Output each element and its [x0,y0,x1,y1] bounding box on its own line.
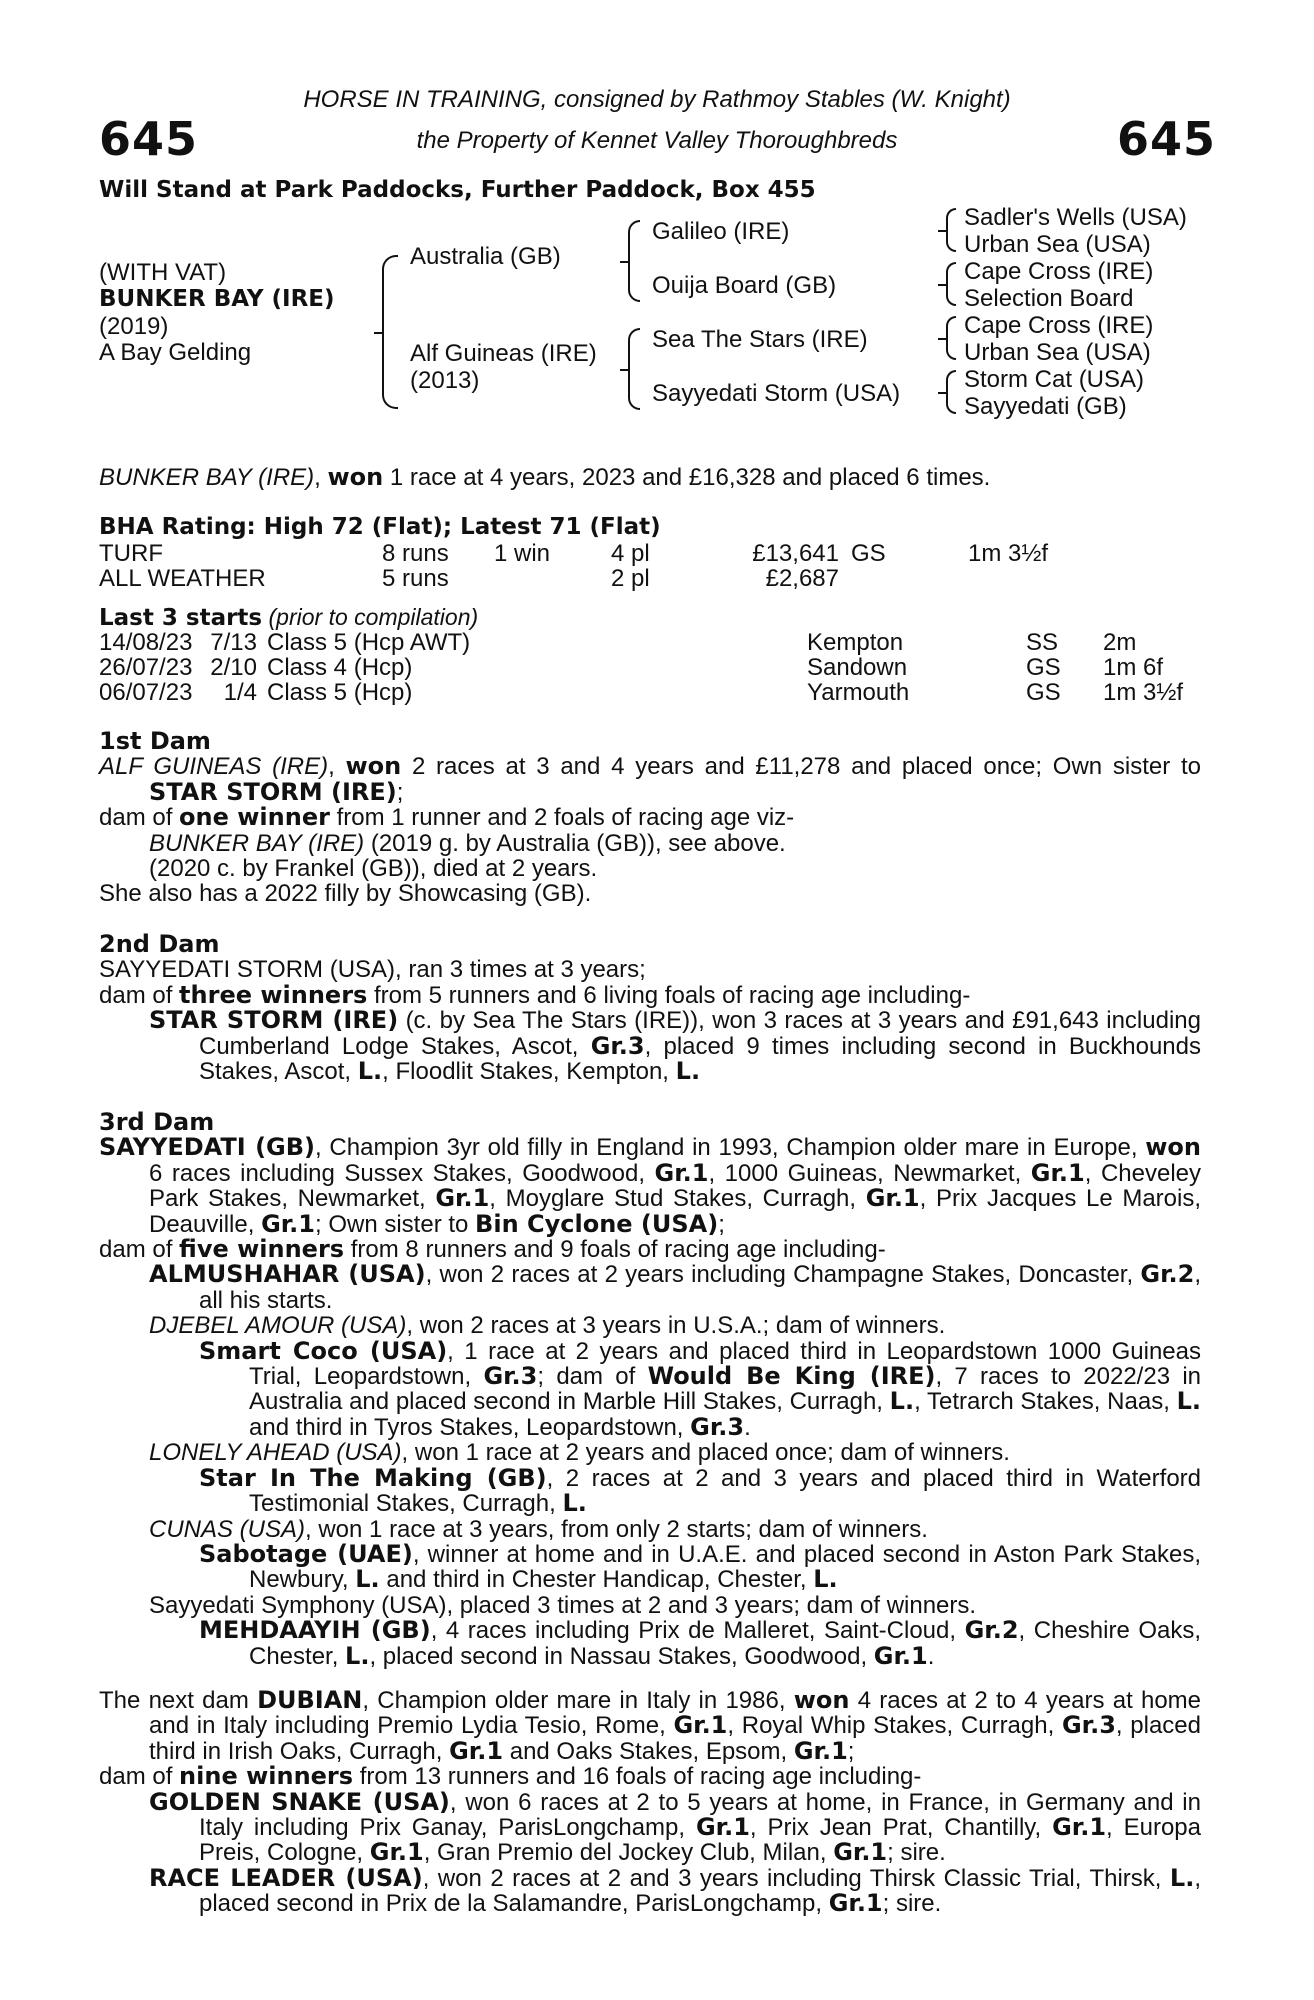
horse-description: A Bay Gelding [99,339,252,366]
start-row [99,655,1199,680]
pedigree-sdd: Selection Board [964,285,1134,312]
next-dam-record: The next dam DUBIAN, Champion older mare in Italy in 1986, won 4 races at 2 to 4 years at home and in Italy including Premio Lydia Tesio, Rome, Gr.1, Royal Whip Stakes, Curragh, Gr.3, placed third in Irish Oaks, Curragh, Gr.1 and Oaks Stakes, Epsom, Gr.1; [99,1686,1202,1765]
rating-money: £13,641 [752,540,839,567]
third-dam-foal: ALMUSHAHAR (USA), won 2 races at 2 years including Champagne Stakes, Doncaster, Gr.2, all his starts. [149,1260,1202,1314]
next-dam-foal: GOLDEN SNAKE (USA), won 6 races at 2 to 5 years at home, in France, in Germany and in Italy including Prix Ganay, ParisLongchamp, Gr.1, Prix Jean Prat, Chantilly, Gr.1, Europa Preis, Cologne, Gr.1, Gran Premio del Jockey Club, Milan, Gr.1; sire. [149,1787,1201,1867]
last-starts-heading [99,604,478,631]
pedigree-ddd: Sayyedati (GB) [964,393,1127,420]
pedigree-ssd: Urban Sea (USA) [964,231,1151,258]
start-row [99,630,1199,655]
second-dam-produce: dam of three winners from 5 runners and 6 living foals of racing age including- [99,980,971,1009]
pedigree-dam-year: (2013) [410,367,480,394]
pedigree-dam-sire: Sea The Stars (IRE) [652,326,868,353]
rating-wins: 1 win [494,540,551,567]
rating-placed: 4 pl [611,540,650,567]
horse-name: BUNKER BAY (IRE) [99,286,335,312]
location-line: Will Stand at Park Paddocks, Further Paddock, Box 455 [99,177,816,203]
start-date: 06/07/23 [99,679,193,706]
start-course: Sandown [807,654,908,681]
third-dam-foal: Sayyedati Symphony (USA), placed 3 times at 2 and 3 years; dam of winners. [149,1591,977,1619]
rating-surface: TURF [99,540,163,567]
next-dam-produce: dam of nine winners from 13 runners and 16 foals of racing age including- [99,1762,922,1791]
start-going: SS [1026,629,1059,656]
horse-year: (2019) [99,313,169,340]
brace-ss [946,208,956,252]
start-going: GS [1026,679,1061,706]
pedigree-sire-sire: Galileo (IRE) [652,218,790,245]
rating-runs: 5 runs [382,565,449,592]
rating-surface: ALL WEATHER [99,565,266,592]
third-dam-grandfoal: Star In The Making (GB), 2 races at 2 and 3 years and placed third in Waterford Testimonial Stakes, Curragh, L. [199,1463,1201,1518]
next-dam-foal: RACE LEADER (USA), won 2 races at 2 and 3 years including Thirsk Classic Trial, Thirsk, L., placed second in Prix de la Salamandre, ParisLongchamp, Gr.1; sire. [149,1863,1202,1918]
pedigree-dam-dam: Sayyedati Storm (USA) [652,380,901,407]
brace-sire [628,220,640,302]
third-dam-foal: DJEBEL AMOUR (USA), won 2 races at 3 years in U.S.A.; dam of winners. [149,1312,946,1340]
rating-row [99,566,1199,591]
pedigree-dsd: Urban Sea (USA) [964,339,1151,366]
rating-wins [494,566,611,591]
start-position: 7/13 [210,629,257,656]
brace-ds [946,316,956,360]
start-row [99,680,1199,705]
pedigree-sds: Cape Cross (IRE) [964,258,1154,285]
brace-gen1 [382,255,398,409]
rating-distance: 1m 3½f [968,540,1049,567]
start-date: 14/08/23 [99,629,193,656]
first-dam-title: 1st Dam [99,727,211,755]
start-position: 1/4 [223,679,257,706]
start-race: Class 5 (Hcp AWT) [267,629,471,656]
rating-title: BHA Rating: High 72 (Flat); Latest 71 (Flat) [99,514,661,540]
start-distance: 1m 3½f [1103,679,1184,706]
property-line: the Property of Kennet Valley Thoroughbreds [416,127,898,154]
start-distance: 2m [1103,629,1137,656]
third-dam-grandfoal: MEHDAAYIH (GB), 4 races including Prix de Malleret, Saint-Cloud, Gr.2, Cheshire Oaks, Chester, L., placed second in Nassau Stakes, Goodwood, Gr.1. [199,1616,1202,1670]
lot-number-right: 645 [1117,112,1217,166]
last-starts-title: Last 3 starts [99,605,263,631]
first-dam-note: She also has a 2022 filly by Showcasing (GB). [99,880,592,908]
last-starts-note: (prior to compilation) [268,604,479,630]
first-dam-produce: dam of one winner from 1 runner and 2 foals of racing age viz- [99,803,795,832]
last-starts-table [99,630,1199,705]
third-dam-grandfoal: Sabotage (UAE), winner at home and in U.A.E. and placed second in Aston Park Stakes, Newbury, L. and third in Chester Handicap, Chester, L. [199,1539,1201,1594]
rating-going [839,566,968,591]
second-dam-foal: STAR STORM (IRE) (c. by Sea The Stars (IRE)), won 3 races at 3 years and £91,643 including Cumberland Lodge Stakes, Ascot, Gr.3, placed 9 times including second in Buckhounds Stakes, Ascot, L., Floodlit Stakes, Kempton, L. [149,1006,1201,1086]
rating-row [99,541,1199,566]
lot-number-left: 645 [99,112,199,166]
third-dam-produce: dam of five winners from 8 runners and 9 foals of racing age including- [99,1235,886,1264]
start-race: Class 4 (Hcp) [267,654,413,681]
second-dam-section [99,932,1201,1084]
summary-horse-name: BUNKER BAY (IRE) [99,464,315,491]
brace-dd [946,370,956,414]
pedigree-dds: Storm Cat (USA) [964,366,1145,393]
third-dam-section [99,1110,1201,1669]
first-dam-foal: (2020 c. by Frankel (GB)), died at 2 years. [149,855,598,883]
rating-table [99,541,1199,591]
rating-placed: 2 pl [611,565,650,592]
third-dam-foal: CUNAS (USA), won 1 race at 3 years, from only 2 starts; dam of winners. [149,1515,928,1543]
summary-text: 1 race at 4 years, 2023 and £16,328 and placed 6 times. [383,464,991,491]
third-dam-record: SAYYEDATI (GB), Champion 3yr old filly in England in 1993, Champion older mare in Europe, won 6 races including Sussex Stakes, Goodwood, Gr.1, 1000 Guineas, Newmarket, Gr.1, Cheveley Park Stakes, Newmarket, Gr.1, Moyglare Stud Stakes, Curragh, Gr.1, Prix Jacques Le Marois, Deauville, Gr.1; Own sister to Bin Cyclone (USA); [99,1133,1201,1238]
start-race: Class 5 (Hcp) [267,679,413,706]
start-date: 26/07/23 [99,654,193,681]
vat-label: (WITH VAT) [99,259,227,286]
first-dam-section [99,729,1201,907]
third-dam-title: 3rd Dam [99,1108,215,1136]
start-distance: 1m 6f [1103,654,1164,681]
brace-dam [628,328,640,410]
pedigree-dam: Alf Guineas (IRE) [410,340,597,367]
rating-runs: 8 runs [382,540,449,567]
start-going: GS [1026,654,1061,681]
next-dam-section [99,1688,1201,1917]
pedigree-sire: Australia (GB) [410,243,561,270]
brace-sd [946,262,956,306]
start-course: Yarmouth [807,679,910,706]
rating-going: GS [851,540,886,567]
race-summary: BUNKER BAY (IRE), won 1 race at 4 years, 2023 and £16,328 and placed 6 times. [99,463,991,491]
first-dam-para: ALF GUINEAS (IRE), won 2 races at 3 and 4 years and £11,278 and placed once; Own sister to STAR STORM (IRE); [99,752,1201,806]
second-dam-record: SAYYEDATI STORM (USA), ran 3 times at 3 years; [99,956,646,984]
start-position: 2/10 [210,654,257,681]
rating-money: £2,687 [765,565,839,592]
consignor-line: HORSE IN TRAINING, consigned by Rathmoy Stables (W. Knight) [303,86,1011,113]
third-dam-foal: LONELY AHEAD (USA), won 1 race at 2 years and placed once; dam of winners. [149,1439,1010,1467]
summary-won: won [327,463,384,491]
pedigree-sss: Sadler's Wells (USA) [964,204,1187,231]
second-dam-title: 2nd Dam [99,930,220,958]
third-dam-grandfoal: Smart Coco (USA), 1 race at 2 years and placed third in Leopardstown 1000 Guineas Trial, Leopardstown, Gr.3; dam of Would Be King (IRE), 7 races to 2022/23 in Australia and placed second in Marble Hill Stakes, Curragh, L., Tetrarch Stakes, Naas, L. and third in Tyros Stakes, Leopardstown, Gr.3. [199,1336,1202,1441]
pedigree-sire-dam: Ouija Board (GB) [652,272,837,299]
start-course: Kempton [807,629,904,656]
first-dam-foal: BUNKER BAY (IRE) (2019 g. by Australia (GB)), see above. [149,829,786,857]
pedigree-dss: Cape Cross (IRE) [964,312,1154,339]
